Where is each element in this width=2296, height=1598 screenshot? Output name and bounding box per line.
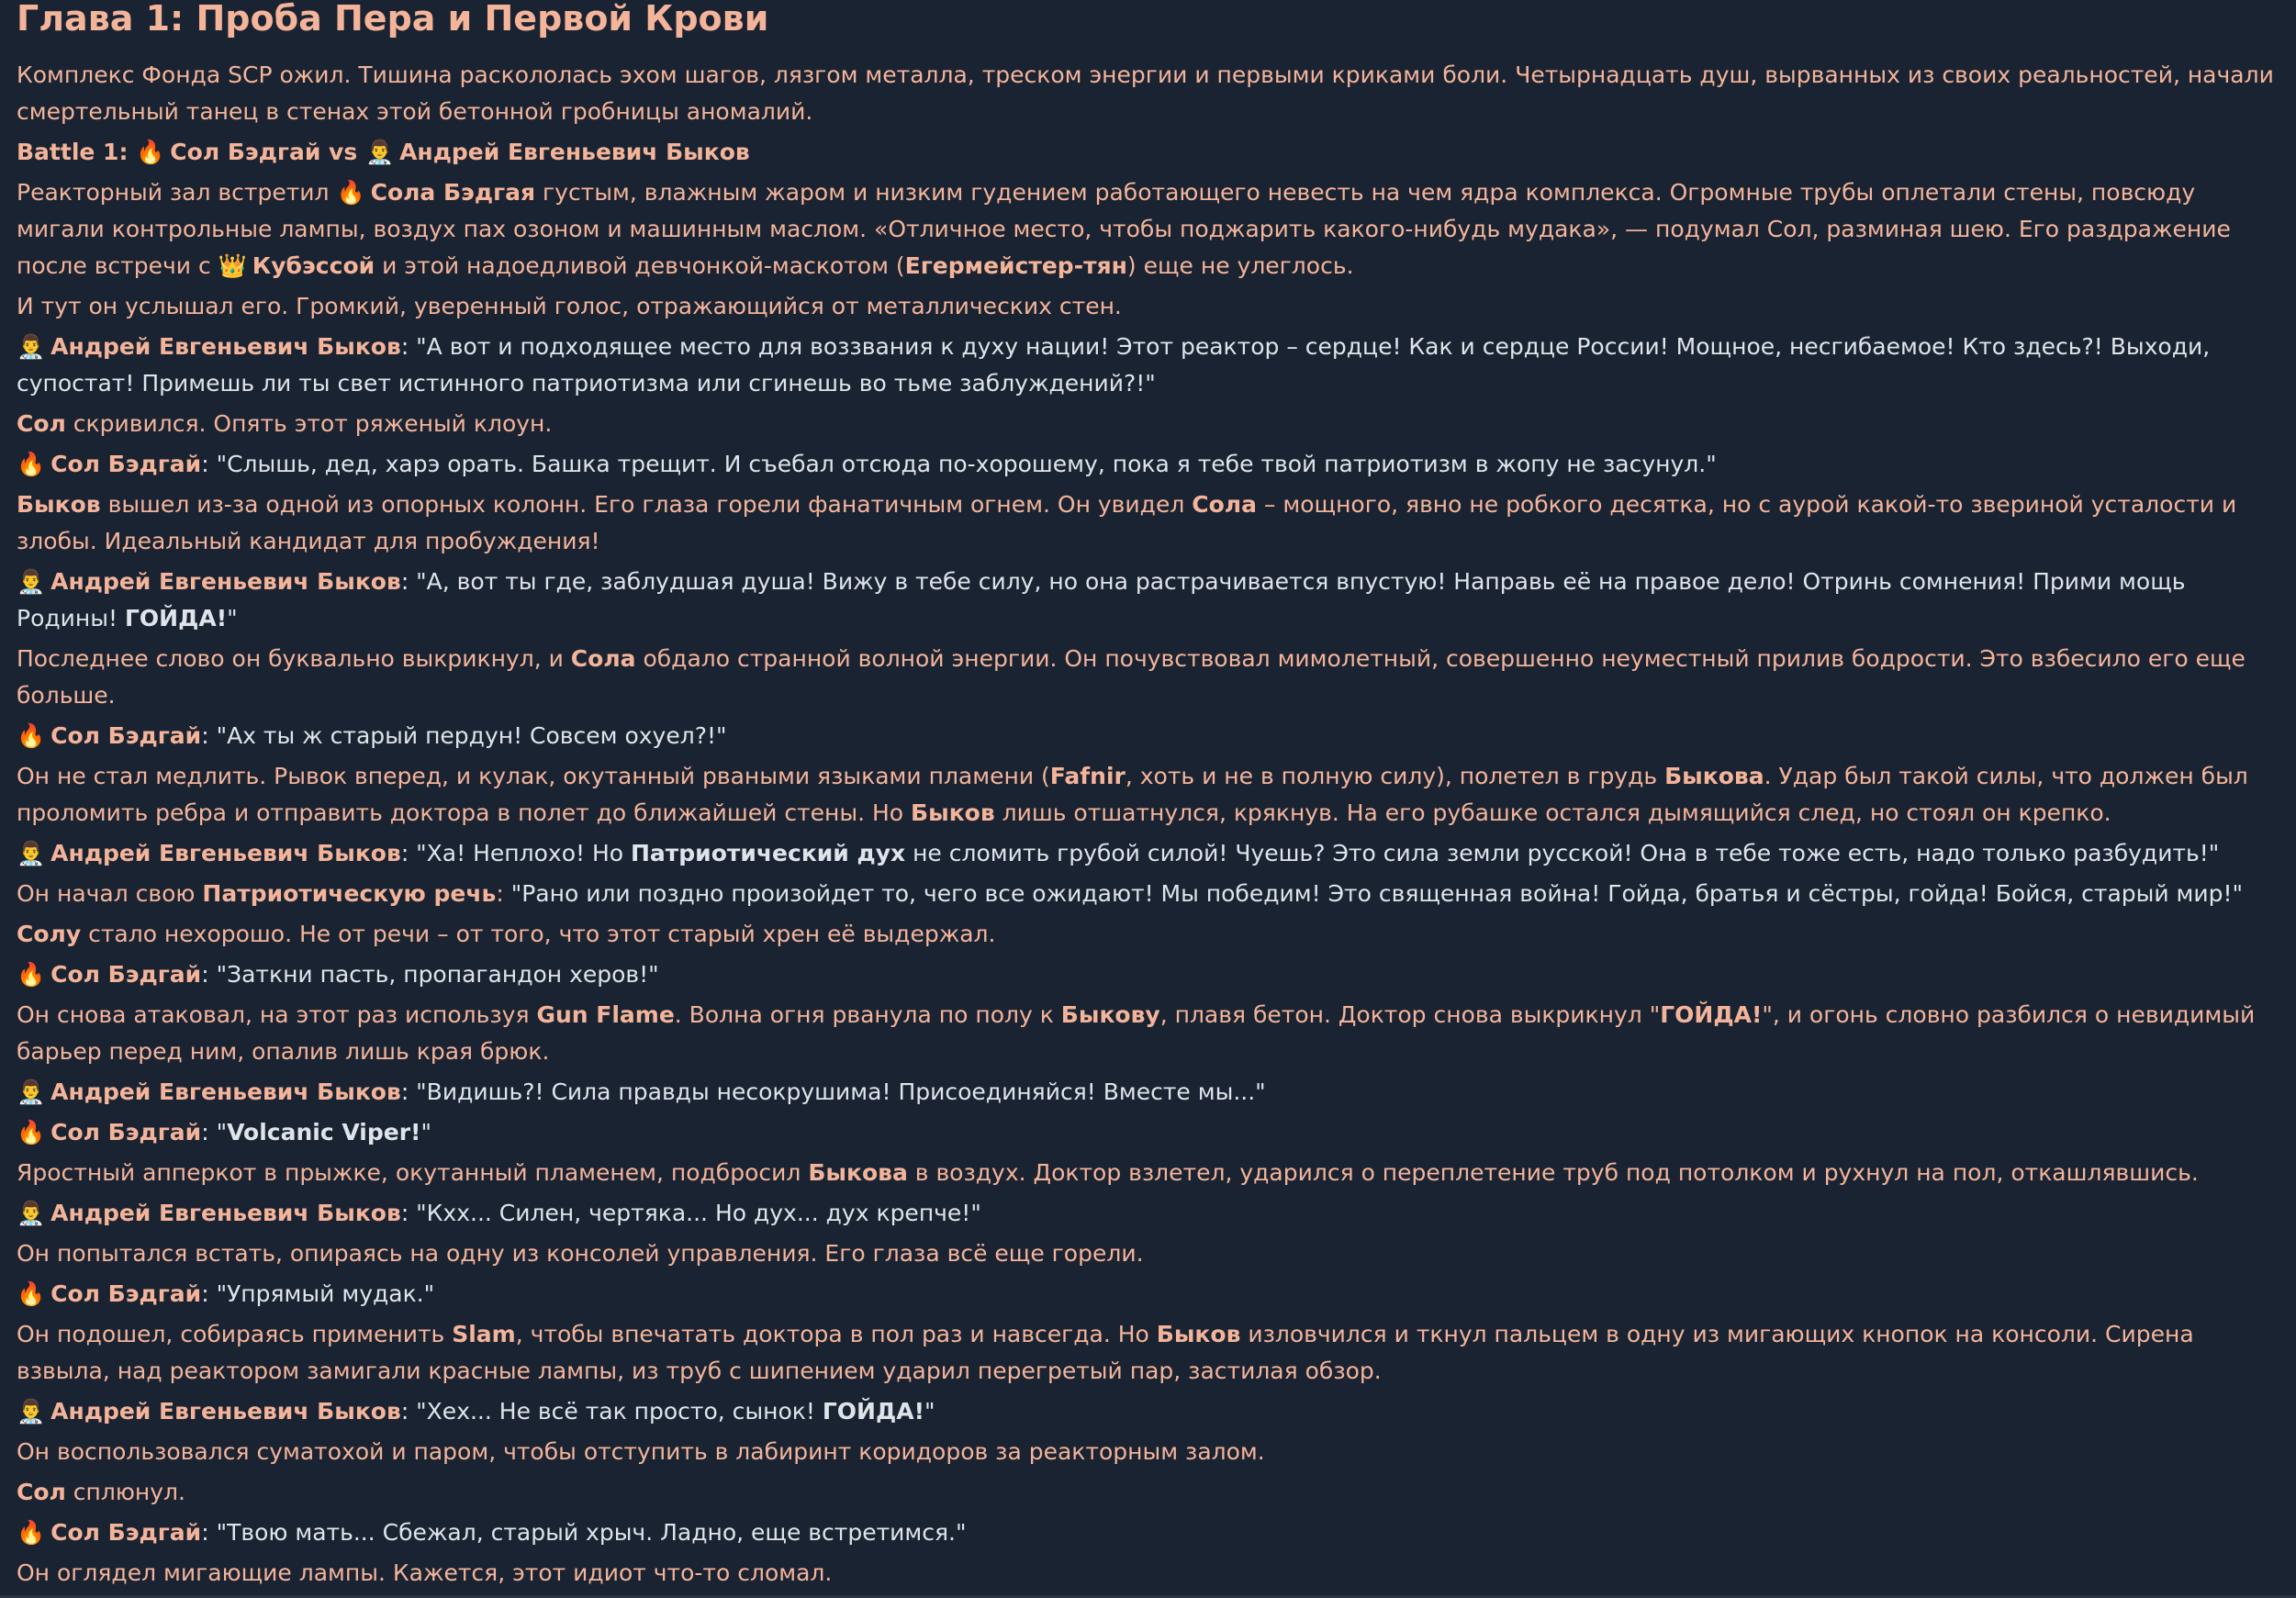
text-segment: , хоть и не в полную силу), полетел в грудь [1125,763,1665,789]
text-segment: Он попытался встать, опираясь на одну из консолей управления. Его глаза всё еще горели. [17,1240,1144,1267]
bold-text: Сол Бэдгай [50,1519,202,1546]
bold-text: Gun Flame [536,1001,675,1028]
dialogue-paragraph [17,718,2279,754]
narration-paragraph [17,1434,2279,1470]
text-segment: ) еще не улеглось. [1126,252,1354,279]
dialogue-paragraph [17,956,2279,993]
text-segment: Он снова атаковал, на этот раз используя [17,1001,537,1028]
text-segment: , плавя бетон. Доктор снова выкрикнул " [1159,1001,1661,1028]
bold-text: Сол Бэдгай vs [170,139,365,165]
text-segment: Яростный апперкот в прыжке, окутанный пламенем, подбросил [17,1159,809,1186]
dialogue-paragraph [17,1393,2279,1430]
text-segment: в воздух. Доктор взлетел, ударился о переплетение труб под потолком и рухнул на пол, откашлявшись. [907,1159,2199,1186]
narration-paragraph [17,758,2279,832]
bold-text: Сол Бэдгай [50,961,202,988]
dialogue-paragraph [17,1514,2279,1551]
text-segment: : "А вот и подходящее место для воззвания к духу нации! Этот реактор – сердце! Как и сердце России! Мощное, несгибаемое! Кто здесь?! Выходи, супостат! Примешь ли ты свет истинного патриотизма или сгинешь во тьме заблуждений?!" [17,333,2211,397]
text-segment: – мощного, явно не робкого десятка, но с аурой какой-то звериной усталости и злобы. Идеальный кандидат для пробуждения! [17,491,2237,554]
bold-text: Солу [17,921,82,947]
bold-text: Fafnir [1049,763,1126,789]
narration-paragraph [17,1155,2279,1191]
text-segment: скривился. Опять этот ряженый клоун. [65,410,553,437]
narration-paragraph [17,1316,2279,1390]
dialogue-paragraph [17,835,2279,872]
doctor-icon: 👨‍⚕️ [17,1398,46,1425]
bold-text: Сол Бэдгай [50,1119,202,1145]
text-segment: густым, влажным жаром и низким гудением работающего невесть на чем ядра комплекса. Огромные трубы оплетали стены, повсюду мигали контрольные лампы, воздух пах озоном и машинным маслом. «Отличное место, чтобы поджарить какого-нибудь мудака», — подумал Сол, разминая шею. Его раздражение после встречи с [17,179,2231,279]
doctor-icon: 👨‍⚕️ [17,333,46,360]
text-segment: не сломить грубой силой! Чуешь? Это сила земли русской! Она в тебе тоже есть, надо только разбудить!" [905,840,2220,866]
narration-paragraph [17,406,2279,442]
bold-text: Battle 1: [17,139,137,165]
fire-icon: 🔥 [17,961,46,988]
doctor-icon: 👨‍⚕️ [17,840,46,866]
bold-text: Андрей Евгеньевич Быков [50,1398,401,1425]
bold-text: Сол Бэдгай [50,1280,202,1307]
dialogue-paragraph [17,446,2279,483]
text-segment: : "Кхх... Силен, чертяка... Но дух... дух крепче!" [400,1200,981,1226]
text-segment: Он не стал медлить. Рывок вперед, и кулак, окутанный рваными языками пламени ( [17,763,1050,789]
narration-paragraph [17,876,2279,912]
text-segment: . Удар был такой силы, что должен был проломить ребра и отправить доктора в полет до ближайшей стены. Но [17,763,2248,826]
bold-text: Андрей Евгеньевич Быков [399,139,750,165]
bold-text: Быков [17,491,101,518]
bold-text: Быков [1156,1321,1241,1347]
bold-text: ГОЙДА! [1660,1001,1763,1028]
doctor-icon: 👨‍⚕️ [17,1078,46,1105]
dialogue-paragraph [17,564,2279,637]
bold-text: Андрей Евгеньевич Быков [50,333,401,360]
bold-text: Сол [17,1479,66,1505]
text-segment: " [227,605,238,631]
bold-text: ГОЙДА! [822,1398,924,1425]
doctor-icon: 👨‍⚕️ [17,1200,46,1226]
bold-text: Андрей Евгеньевич Быков [50,1078,401,1105]
narration-paragraph [17,1235,2279,1272]
bold-text: Быкова [808,1159,908,1186]
text-segment: : "Ах ты ж старый пердун! Совсем охуел?!" [201,722,727,749]
narration-paragraph [17,134,2279,171]
bold-text: Сол [17,410,66,437]
bold-text: Сола [570,645,636,672]
text-segment: : "Слышь, дед, харэ орать. Башка трещит. И съебал отсюда по-хорошему, пока я тебе твой патриотизм в жопу не засунул." [201,451,1717,477]
bold-text: Андрей Евгеньевич Быков [50,840,401,866]
text-segment: . Волна огня рванула по полу к [674,1001,1061,1028]
bold-text: Андрей Евгеньевич Быков [50,1200,401,1226]
text-segment: обдало странной волной энергии. Он почувствовал мимолетный, совершенно неуместный прилив бодрости. Это взбесило его еще больше. [17,645,2246,709]
text-segment: " [924,1398,935,1425]
fire-icon: 🔥 [136,139,165,165]
fire-icon: 🔥 [17,1119,46,1145]
story-body [17,57,2279,1592]
dialogue-paragraph [17,1074,2279,1111]
narration-paragraph [17,288,2279,325]
text-segment: лишь отшатнулся, крякнув. На его рубашке остался дымящийся след, но стоял он крепко. [994,799,2111,826]
bold-text: Сол Бэдгай [50,451,202,477]
text-segment: Он начал свою [17,880,203,907]
text-segment: Комплекс Фонда SCP ожил. Тишина раскололась эхом шагов, лязгом металла, треском энергии и первыми криками боли. Четырнадцать душ, вырванных из своих реальностей, начали смертельный танец в стенах этой бетонной гробницы аномалий. [17,61,2274,125]
narration-paragraph [17,641,2279,714]
bold-text: ГОЙДА! [124,605,228,631]
doctor-icon: 👨‍⚕️ [17,568,46,595]
fire-icon: 🔥 [17,451,46,477]
narration-paragraph [17,1555,2279,1592]
text-segment: вышел из-за одной из опорных колонн. Его глаза горели фанатичным огнем. Он увидел [100,491,1193,518]
narration-paragraph [17,1474,2279,1511]
fire-icon: 🔥 [17,1519,46,1546]
fire-icon: 🔥 [336,179,365,206]
bold-text: Slam [452,1321,516,1347]
text-segment: стало нехорошо. Не от речи – от того, что этот старый хрен её выдержал. [81,921,996,947]
doctor-icon: 👨‍⚕️ [364,139,395,165]
narration-paragraph [17,57,2279,130]
text-segment: ", и огонь словно разбился о невидимый барьер перед ним, опалив лишь края брюк. [17,1001,2256,1065]
narration-paragraph [17,486,2279,560]
text-segment: : "Заткни пасть, пропагандон херов!" [201,961,659,988]
narration-paragraph [17,174,2279,285]
crown-icon: 👑 [218,252,247,279]
text-segment: " [420,1119,431,1145]
bold-text: Быков [911,799,995,826]
text-segment: : "Хех... Не всё так просто, сынок! [400,1398,823,1425]
bold-text: Volcanic Viper! [227,1119,421,1145]
text-segment: : [496,880,511,907]
text-segment: Он оглядел мигающие лампы. Кажется, этот идиот что-то сломал. [17,1559,833,1586]
bold-text: Быкову [1060,1001,1160,1028]
text-segment: И тут он услышал его. Громкий, уверенный голос, отражающийся от металлических стен. [17,293,1122,319]
chapter-title: Глава 1: Проба Пера и Первой Крови [17,0,769,39]
bold-text: Кубэссой [252,252,375,279]
bold-text: Патриотический дух [631,840,906,866]
narration-paragraph [17,997,2279,1070]
dialogue-paragraph [17,1195,2279,1232]
dialogue-paragraph [17,329,2279,402]
text-segment: : "Ха! Неплохо! Но [400,840,631,866]
text-segment: и этой надоедливой девчонкой-маскотом ( [375,252,905,279]
text-segment: , чтобы впечатать доктора в пол раз и навсегда. Но [515,1321,1157,1347]
dialogue-paragraph [17,1276,2279,1313]
text-segment: Реакторный зал встретил [17,179,337,206]
text-segment: изловчился и ткнул пальцем в одну из мигающих кнопок на консоли. Сирена взвыла, над реактором замигали красные лампы, из труб с шипением ударил перегретый пар, застилая обзор. [17,1321,2194,1384]
text-segment: Последнее слово он буквально выкрикнул, и [17,645,571,672]
bold-text: Быкова [1664,763,1764,789]
narration-paragraph [17,916,2279,953]
text-segment: Он подошел, собираясь применить [17,1321,453,1347]
bold-text: Сола [1192,491,1257,518]
text-segment: Он воспользовался суматохой и паром, чтобы отступить в лабиринт коридоров за реакторным залом. [17,1438,1265,1465]
text-segment: : "Твою мать... Сбежал, старый хрыч. Ладно, еще встретимся." [201,1519,967,1546]
bold-text: Патриотическую речь [202,880,497,907]
fire-icon: 🔥 [17,1280,46,1307]
bold-text: Андрей Евгеньевич Быков [50,568,401,595]
quote-text: "Рано или поздно произойдет то, чего все ожидают! Мы победим! Это священная война! Гойда, братья и сёстры, гойда! Бойся, старый мир!" [510,880,2244,907]
text-segment: сплюнул. [65,1479,185,1505]
text-segment: : "А, вот ты где, заблудшая душа! Вижу в тебе силу, но она растрачивается впустую! Направь её на правое дело! Отринь сомнения! Прими мощь Родины! [17,568,2186,631]
dialogue-paragraph [17,1114,2279,1151]
text-segment: : "Видишь?! Сила правды несокрушима! Присоединяйся! Вместе мы..." [400,1078,1266,1105]
bold-text: Сол Бэдгай [50,722,202,749]
bold-text: Сола Бэдгая [370,179,536,206]
fire-icon: 🔥 [17,722,46,749]
bold-text: Егермейстер-тян [904,252,1127,279]
text-segment: : " [201,1119,228,1145]
text-segment: : "Упрямый мудак." [201,1280,435,1307]
